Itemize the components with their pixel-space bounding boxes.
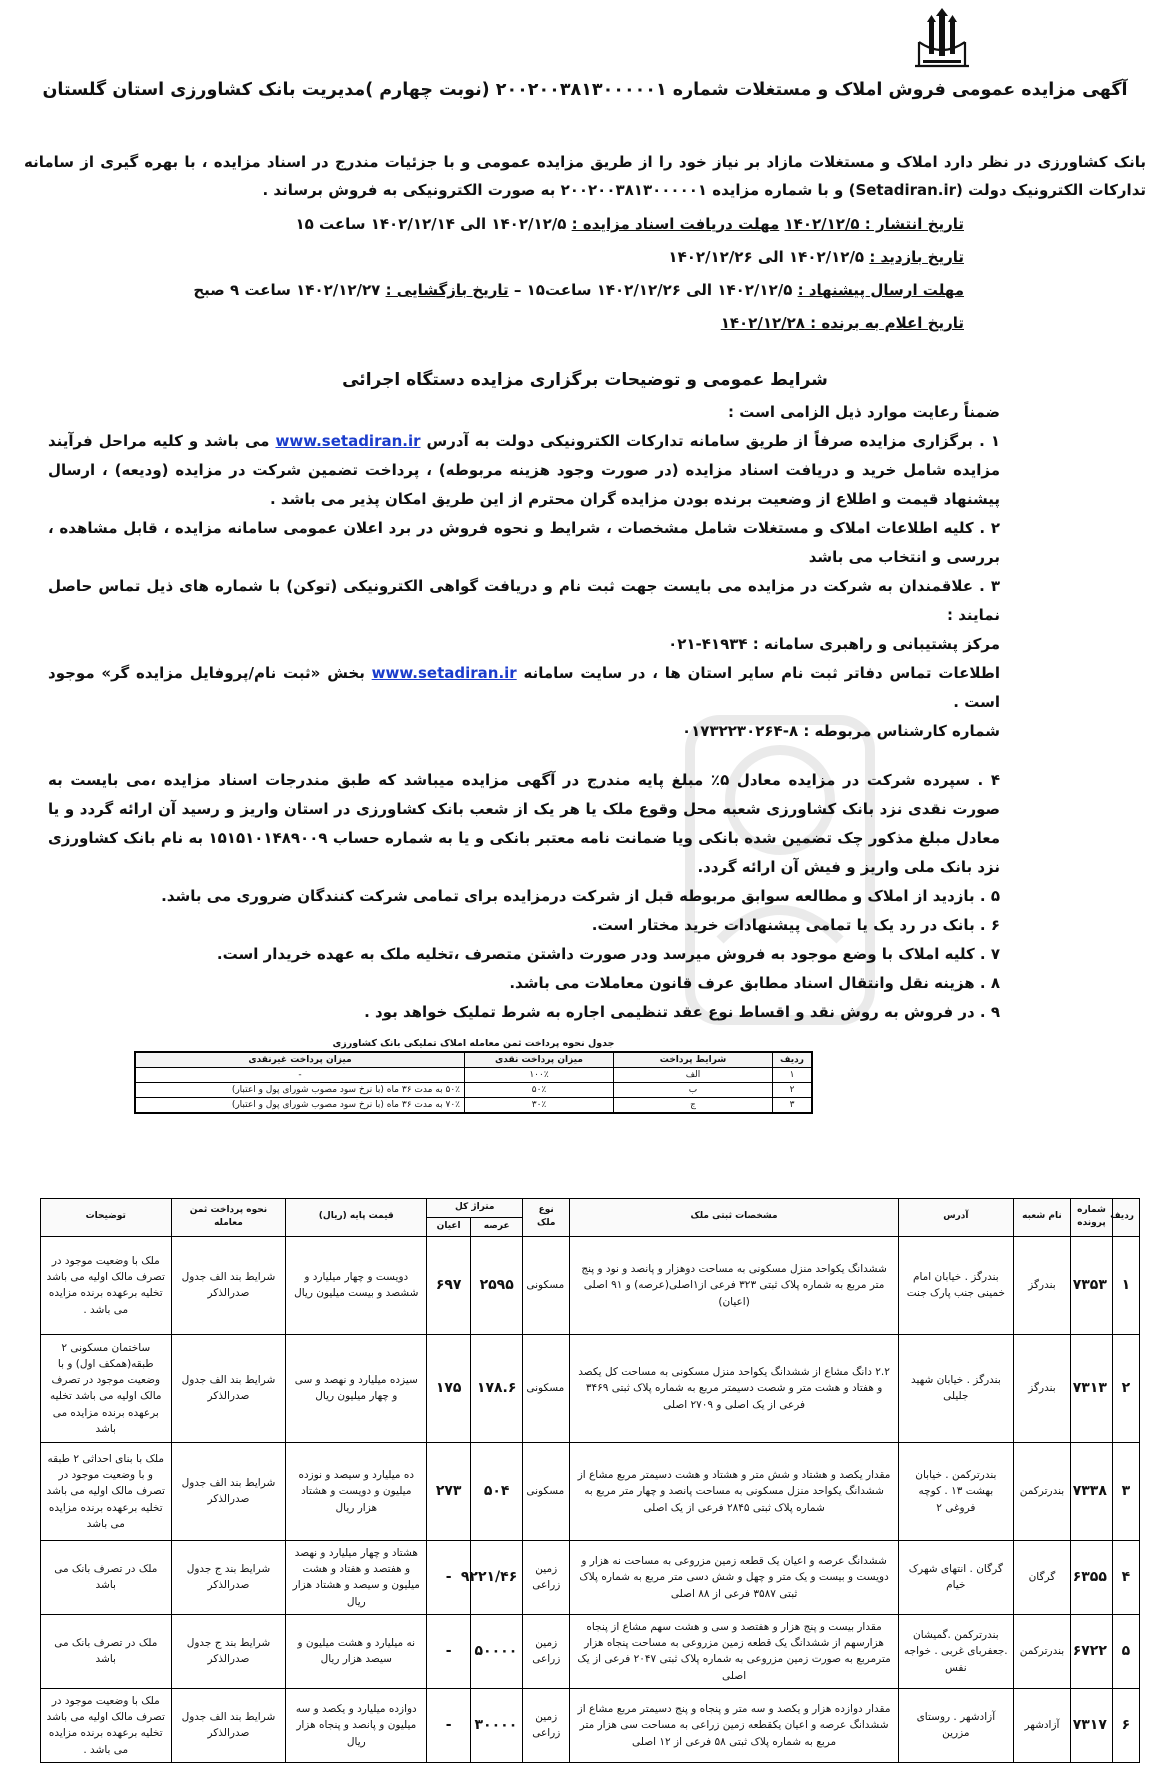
table-cell: ۲۷۳ xyxy=(427,1442,471,1540)
table-row xyxy=(135,1083,812,1098)
table-cell: - xyxy=(427,1540,471,1614)
table-cell: ۳۰٪ xyxy=(465,1098,614,1114)
table-cell: زمین زراعی xyxy=(523,1688,570,1762)
table-cell: ۶۷۲۲ xyxy=(1071,1614,1113,1688)
table-cell: ۳ xyxy=(1112,1442,1139,1540)
visit-date-row xyxy=(24,241,964,274)
properties-table xyxy=(40,1198,1140,1763)
table-cell: الف xyxy=(614,1068,773,1083)
table-cell: ۵۰٪ به مدت ۳۶ ماه (با نرخ سود مصوب شورای پول و اعتبار) xyxy=(135,1083,465,1098)
table-cell: ۹۲۲۱/۴۶ xyxy=(471,1540,523,1614)
payment-terms-table xyxy=(134,1051,813,1114)
properties-header-row xyxy=(41,1199,1140,1218)
term-3: ۳ . علاقمندان به شرکت در مزایده می بایست جهت ثبت نام و دریافت گواهی الکترونیکی (توکن) با شماره های ذیل تماس حاصل نمایند : xyxy=(48,577,1000,624)
table-cell: شرایط بند ج جدول صدرالذکر xyxy=(171,1540,286,1614)
table-cell: ملک در تصرف بانک می باشد xyxy=(41,1540,172,1614)
header-cell: شماره پرونده xyxy=(1071,1199,1113,1237)
table-row xyxy=(41,1236,1140,1334)
term-7: ۷ . کلیه املاک با وضع موجود به فروش میرسد ودر صورت داشتن متصرف ،تخلیه ملک به عهده خریدار است. xyxy=(216,945,1000,963)
term-1-text-b: می باشد و کلیه مراحل فرآیند مزایده شامل خرید و دریافت اسناد مزایده (در صورت وجود هزینه مربوطه) ، پرداخت تضمین شرکت در مزایده (ودیعه) ، ارسال پیشنهاد قیمت و اطلاع از وضعیت برنده بودن مزایده گران محترم از این طریق امکان پذیر می باشد . xyxy=(48,432,1000,508)
term-3-support: مرکز پشتیبانی و راهبری سامانه : ۴۱۹۳۴-۰۲۱ xyxy=(668,635,1000,653)
visit-date-value: ۱۴۰۲/۱۲/۵ الی ۱۴۰۲/۱۲/۲۶ xyxy=(668,248,870,266)
table-cell: مسکونی xyxy=(523,1334,570,1442)
table-cell: ۱۷۵ xyxy=(427,1334,471,1442)
payment-terms-table-wrap xyxy=(134,1038,813,1114)
table-cell: ۷۳۵۳ xyxy=(1071,1236,1113,1334)
table-row xyxy=(41,1614,1140,1688)
table-cell: بندرترکمن .گمیشان .جعفربای غربی . خواجه نفس xyxy=(898,1614,1013,1688)
setadiran-link[interactable]: www.setadiran.ir xyxy=(275,432,421,450)
table-cell: ۷۳۳۸ xyxy=(1071,1442,1113,1540)
table-cell: شرایط بند الف جدول صدرالذکر xyxy=(171,1334,286,1442)
table-cell: مقدار یکصد و هشتاد و شش متر و هشتاد و هشت دسیمتر مربع مشاع از ششدانگ یکواحد منزل مسکونی به مساحت پانصد و چهار متر مربع به شماره پلاک ثبتی ۲۸۴۵ فرعی از یک اصلی xyxy=(570,1442,899,1540)
header-cell: نوع ملک xyxy=(523,1199,570,1237)
term-3-info xyxy=(48,659,1000,717)
header-cell: شرایط پرداخت xyxy=(614,1052,773,1068)
table-cell: بندرگز . خیابان امام خمینی جنب پارک جنت xyxy=(898,1236,1013,1334)
offer-deadline-label: مهلت ارسال پیشنهاد : xyxy=(797,281,964,299)
table-cell: بندرگز xyxy=(1013,1334,1070,1442)
table-cell: بندرگز . خیابان شهید جلیلی xyxy=(898,1334,1013,1442)
table-cell: ملک با وضعیت موجود در تصرف مالک اولیه می باشد تخلیه برعهده برنده مزایده می باشد . xyxy=(41,1688,172,1762)
publish-date: تاریخ انتشار : ۱۴۰۲/۱۲/۵ xyxy=(784,215,964,233)
table-cell: دویست و چهار میلیارد و ششصد و بیست میلیون ریال xyxy=(286,1236,427,1334)
section-title: شرایط عمومی و توضیحات برگزاری مزایده دستگاه اجرائی xyxy=(342,370,828,390)
term-8: ۸ . هزینه نقل وانتقال اسناد مطابق عرف قانون معاملات می باشد. xyxy=(509,974,1000,992)
table-cell: ج xyxy=(614,1098,773,1114)
table-cell: ۳ xyxy=(773,1098,813,1114)
term-9: ۹ . در فروش به روش نقد و اقساط نوع عقد تنظیمی اجاره به شرط تملیک خواهد بود . xyxy=(364,1003,1000,1021)
term-3-info-text-a: اطلاعات تماس دفاتر ثبت نام سایر استان ها ، در سایت سامانه xyxy=(516,664,1001,682)
spacer xyxy=(48,746,1000,766)
term-3-info-text-b: بخش «ثبت نام/پروفایل مزایده گر» موجود است . xyxy=(48,664,1000,711)
table-row xyxy=(135,1098,812,1114)
table-cell: آزادشهر xyxy=(1013,1688,1070,1762)
header-cell: عرصه xyxy=(471,1217,523,1236)
table-row xyxy=(41,1688,1140,1762)
header-cell: میزان پرداخت نقدی xyxy=(465,1052,614,1068)
table-cell: شرایط بند الف جدول صدرالذکر xyxy=(171,1442,286,1540)
table-cell: گرگان xyxy=(1013,1540,1070,1614)
table-cell: بندرترکمن . خیابان بهشت ۱۳ . کوچه فروغی ۲ xyxy=(898,1442,1013,1540)
term-1-text-a: ۱ . برگزاری مزایده صرفاً از طریق سامانه تدارکات الکترونیکی دولت به آدرس xyxy=(420,432,1000,450)
table-cell: ۵ xyxy=(1112,1614,1139,1688)
table-cell: بندرترکمن xyxy=(1013,1614,1070,1688)
table-cell: ساختمان مسکونی ۲ طبقه(همکف اول) و با وضعیت موجود در تصرف مالک اولیه می باشد تخلیه برعهده برنده مزایده می باشد xyxy=(41,1334,172,1442)
table-cell: شرایط بند الف جدول صدرالذکر xyxy=(171,1688,286,1762)
table-cell: ملک با وضعیت موجود در تصرف مالک اولیه می باشد تخلیه برعهده برنده مزایده می باشد . xyxy=(41,1236,172,1334)
payment-table-caption: جدول نحوه پرداخت ثمن معامله املاک تملیکی بانک کشاورزی xyxy=(332,1038,615,1049)
header-cell: نحوه پرداخت ثمن معامله xyxy=(171,1199,286,1237)
table-cell: ملک با بنای احداثی ۲ طبقه و با وضعیت موجود در تصرف مالک اولیه می باشد تخلیه برعهده برنده مزایده می باشد xyxy=(41,1442,172,1540)
setadiran-link-2[interactable]: www.setadiran.ir xyxy=(371,664,517,682)
table-cell: مسکونی xyxy=(523,1236,570,1334)
table-cell: هشتاد و چهار میلیارد و نهصد و هفتصد و هفتاد و هشت میلیون و سیصد و هشتاد هزار ریال xyxy=(286,1540,427,1614)
table-cell: مقدار دوازده هزار و یکصد و سه متر و پنجاه و پنج دسیمتر مربع مشاع از ششدانگ عرصه و اعیان یکقطعه زمین زراعی به مساحت سی هزار متر مربع به شماره پلاک ثبتی ۵۸ فرعی از ۱۲ اصلی xyxy=(570,1688,899,1762)
term-2: ۲ . کلیه اطلاعات املاک و مستغلات شامل مشخصات ، شرایط و نحوه فروش در برد اعلان عمومی سامانه مزایده ، قابل مشاهده ، بررسی و انتخاب می باشد xyxy=(48,519,1000,566)
table-cell: ۵۰۴ xyxy=(471,1442,523,1540)
header-cell: ردیف xyxy=(773,1052,813,1068)
table-cell: مسکونی xyxy=(523,1442,570,1540)
opening-date-value: ۱۴۰۲/۱۲/۲۷ ساعت ۹ صبح xyxy=(193,281,386,299)
table-cell: ۶۹۷ xyxy=(427,1236,471,1334)
header-cell: آدرس xyxy=(898,1199,1013,1237)
offer-date-row xyxy=(24,274,964,307)
table-cell: بندرترکمن xyxy=(1013,1442,1070,1540)
table-cell: نه میلیارد و هشت میلیون و سیصد هزار ریال xyxy=(286,1614,427,1688)
table-cell: گرگان . انتهای شهرک خیام xyxy=(898,1540,1013,1614)
table-cell: ۵۰٪ xyxy=(465,1083,614,1098)
table-cell: ۲ xyxy=(1112,1334,1139,1442)
table-cell: ۵۰۰۰۰ xyxy=(471,1614,523,1688)
winner-announcement-date: تاریخ اعلام به برنده : ۱۴۰۲/۱۲/۲۸ xyxy=(720,314,964,332)
header-cell: نام شعبه xyxy=(1013,1199,1070,1237)
table-cell: ۷۰٪ به مدت ۳۶ ماه (با نرخ سود مصوب شورای پول و اعتبار) xyxy=(135,1098,465,1114)
term-1 xyxy=(48,427,1000,514)
table-cell: بندرگز xyxy=(1013,1236,1070,1334)
table-cell: ۱ xyxy=(1112,1236,1139,1334)
table-cell: ۱۰۰٪ xyxy=(465,1068,614,1083)
opening-date-label: تاریخ بازگشایی : xyxy=(385,281,509,299)
table-row xyxy=(135,1068,812,1083)
table-cell: ۱۷۸.۶ xyxy=(471,1334,523,1442)
terms-list xyxy=(48,398,1000,1027)
table-cell: دوازده میلیارد و یکصد و سه میلیون و پانصد و پنجاه هزار ریال xyxy=(286,1688,427,1762)
offer-deadline-value: ۱۴۰۲/۱۲/۵ الی ۱۴۰۲/۱۲/۲۶ ساعت۱۵ – xyxy=(508,281,798,299)
publish-date-row xyxy=(24,208,964,241)
header-cell: متراژ کل xyxy=(427,1199,523,1218)
table-cell: ۲۵۹۵ xyxy=(471,1236,523,1334)
notice-title: آگهی مزایده عمومی فروش املاک و مستغلات شماره ۲۰۰۲۰۰۳۸۱۳۰۰۰۰۰۱ (نوبت چهارم )مدیریت بانک کشاورزی استان گلستان xyxy=(42,80,1128,100)
table-cell: ششدانگ یکواحد منزل مسکونی به مساحت دوهزار و پانصد و نود و پنج متر مربع به شماره پلاک ثبتی ۳۲۳ فرعی از۱اصلی(عرصه) و ۹۱ اصلی (اعیان) xyxy=(570,1236,899,1334)
properties-table-wrap xyxy=(40,1198,1140,1763)
payment-table-header xyxy=(135,1052,812,1068)
table-cell: سیزده میلیارد و نهصد و سی و چهار میلیون ریال xyxy=(286,1334,427,1442)
table-cell: ۲ xyxy=(773,1083,813,1098)
table-cell: - xyxy=(135,1068,465,1083)
header-cell: میزان پرداخت غیرنقدی xyxy=(135,1052,465,1068)
table-cell: ۷۳۱۳ xyxy=(1071,1334,1113,1442)
bank-keshavarzi-logo-icon xyxy=(905,6,979,72)
table-row xyxy=(41,1442,1140,1540)
table-cell: شرایط بند ج جدول صدرالذکر xyxy=(171,1614,286,1688)
winner-date-row xyxy=(24,307,964,340)
intro-paragraph: بانک کشاورزی در نظر دارد املاک و مستغلات مازاد بر نیاز خود را از طریق مزایده عمومی و با جزئیات مندرج در اسناد مزایده ، با بهره گیری از سامانه تدارکات الکترونیک دولت (Setadiran.ir) و با شماره مزایده ۲۰۰۲۰۰۳۸۱۳۰۰۰۰۰۱ به صورت الکترونیکی به فروش برساند . xyxy=(24,153,1146,199)
docs-deadline-label: مهلت دریافت اسناد مزایده : xyxy=(571,215,780,233)
table-cell: ب xyxy=(614,1083,773,1098)
table-cell: مقدار بیست و پنج هزار و هفتصد و سی و هشت سهم مشاع از پنجاه هزارسهم از ششدانگ یک قطعه زمین مزروعی به مساحت پنجاه هزار مترمربع به صورت زمین مزروعی به شماره پلاک ثبتی ۲۰۴۷ فرعی از یک اصلی xyxy=(570,1614,899,1688)
table-cell: ۴ xyxy=(1112,1540,1139,1614)
table-cell: - xyxy=(427,1614,471,1688)
table-cell: ۷۳۱۷ xyxy=(1071,1688,1113,1762)
dates-block xyxy=(24,208,964,340)
table-cell: زمین زراعی xyxy=(523,1540,570,1614)
docs-deadline-value: ۱۴۰۲/۱۲/۵ الی ۱۴۰۲/۱۲/۱۴ ساعت ۱۵ xyxy=(295,215,572,233)
table-cell: ۳۰۰۰۰ xyxy=(471,1688,523,1762)
table-row xyxy=(41,1540,1140,1614)
term-6: ۶ . بانک در رد یک یا تمامی پیشنهادات خرید مختار است. xyxy=(591,916,1000,934)
term-3-expert: شماره کارشناس مربوطه : ۸-۰۱۷۳۲۲۳۰۲۶۴ xyxy=(681,722,1000,740)
header-cell: اعیان xyxy=(427,1217,471,1236)
table-cell: - xyxy=(427,1688,471,1762)
table-cell: ۶۳۵۵ xyxy=(1071,1540,1113,1614)
table-cell: ۱ xyxy=(773,1068,813,1083)
table-cell: ده میلیارد و سیصد و نوزده میلیون و دویست و هشتاد هزار ریال xyxy=(286,1442,427,1540)
header-cell: ردیف xyxy=(1112,1199,1139,1237)
term-5: ۵ . بازدید از املاک و مطالعه سوابق مربوطه قبل از شرکت درمزایده برای تمامی شرکت کنندگان ضروری می باشد. xyxy=(161,887,1000,905)
header-cell: قیمت پایه (ریال) xyxy=(286,1199,427,1237)
table-cell: ۲.۲ دانگ مشاع از ششدانگ یکواحد منزل مسکونی به مساحت کل یکصد و هفتاد و هشت متر و شصت دسیمتر مربع به شماره پلاک ثبتی ۳۴۶۹ فرعی از یک اصلی و ۲۷۰۹ اصلی xyxy=(570,1334,899,1442)
table-cell: ششدانگ عرصه و اعیان یک قطعه زمین مزروعی به مساحت نه هزار و دویست و بیست و یک متر و چهل و شش دسی متر مربع به شماره پلاک ثبتی ۳۵۸۷ فرعی از ۸۸ اصلی xyxy=(570,1540,899,1614)
term-4: ۴ . سپرده شرکت در مزایده معادل ۵٪ مبلغ پایه مندرج در آگهی مزایده میباشد که طبق مندرجات اسناد مزایده ،می بایست به صورت نقدی نزد بانک کشاورزی شعبه محل وقوع ملک یا هر یک از شعب بانک کشاورزی در استان واریز و رسید آن ارائه گردد و یا معادل مبلغ مذکور چک تضمین شده بانکی ویا ضمانت نامه معتبر بانکی و یا به شماره حساب ۱۵۱۵۱۰۱۴۸۹۰۰۹ به نام بانک کشاورزی نزد بانک ملی واریز و فیش آن ارائه گردد. xyxy=(48,771,1001,876)
table-row xyxy=(41,1334,1140,1442)
table-cell: ملک در تصرف بانک می باشد xyxy=(41,1614,172,1688)
terms-lead: ضمناً رعایت موارد ذیل الزامی است : xyxy=(727,403,1000,421)
table-cell: ۶ xyxy=(1112,1688,1139,1762)
header-cell: توضیحات xyxy=(41,1199,172,1237)
header-cell: مشخصات ثبتی ملک xyxy=(570,1199,899,1237)
table-cell: شرایط بند الف جدول صدرالذکر xyxy=(171,1236,286,1334)
visit-date-label: تاریخ بازدید : xyxy=(869,248,964,266)
table-cell: زمین زراعی xyxy=(523,1614,570,1688)
table-cell: آزادشهر . روستای مزرین xyxy=(898,1688,1013,1762)
